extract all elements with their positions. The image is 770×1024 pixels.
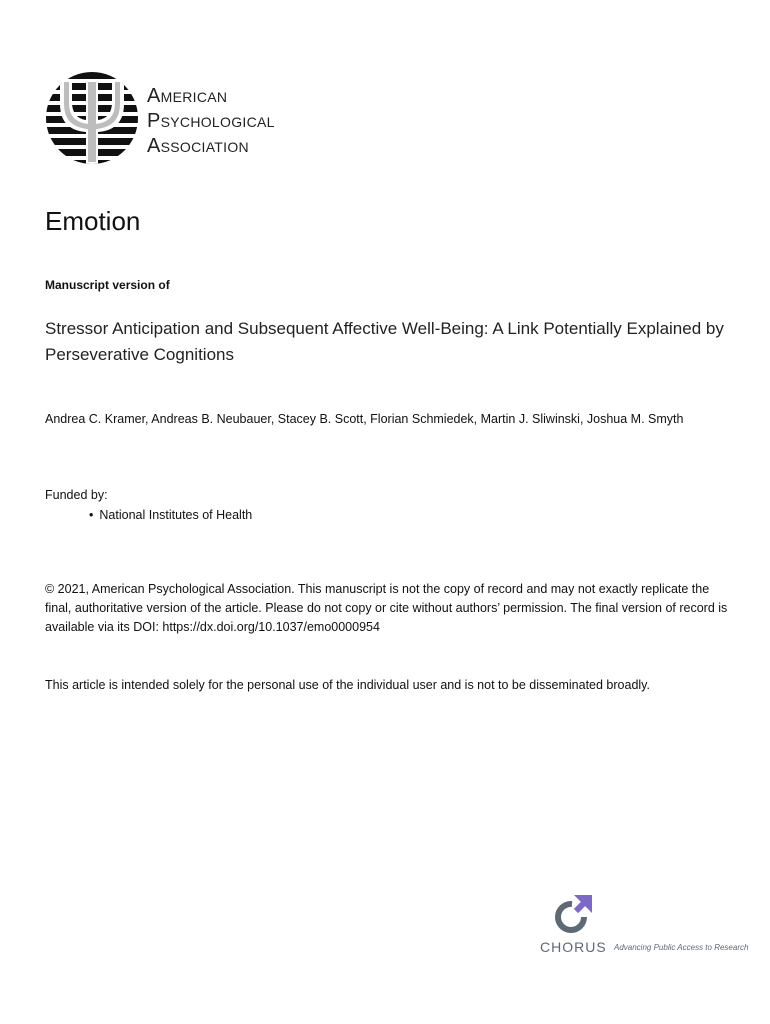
- apa-name-line-3: Association: [147, 135, 249, 157]
- funding-section: [45, 485, 252, 525]
- journal-title: Emotion: [45, 206, 141, 236]
- copyright-notice: © 2021, American Psychological Association. This manuscript is not the copy of record and may not exactly replicate the final, authoritative version of the article. Please do not copy or cite without authors’ permission. The final version of record is available via its DOI: https://dx.doi.org/10.1037/emo0000954: [45, 582, 728, 634]
- usage-disclaimer: This article is intended solely for the personal use of the individual user and is not to be disseminated broadly.: [45, 678, 650, 692]
- apa-name-line-2: Psychological: [147, 110, 275, 132]
- funding-source: • National Institutes of Health: [89, 505, 252, 525]
- author-list: Andrea C. Kramer, Andreas B. Neubauer, Stacey B. Scott, Florian Schmiedek, Martin J. Sliwinski, Joshua M. Smyth: [45, 412, 684, 426]
- chorus-logo: [538, 893, 749, 963]
- article-title: Stressor Anticipation and Subsequent Affective Well-Being: A Link Potentially Explained by Perseverative Cognitions: [45, 319, 724, 364]
- funding-list: [45, 505, 252, 525]
- chorus-name: CHORUS: [540, 939, 607, 955]
- funding-label: Funded by:: [45, 488, 108, 502]
- apa-name-line-1: American: [147, 85, 228, 107]
- apa-wordmark: [147, 84, 275, 159]
- apa-psi-logo-icon: [46, 72, 138, 164]
- chorus-tagline: Advancing Public Access to Research: [614, 943, 749, 952]
- manuscript-label: Manuscript version of: [45, 278, 170, 292]
- chorus-arrow-icon: [550, 893, 594, 937]
